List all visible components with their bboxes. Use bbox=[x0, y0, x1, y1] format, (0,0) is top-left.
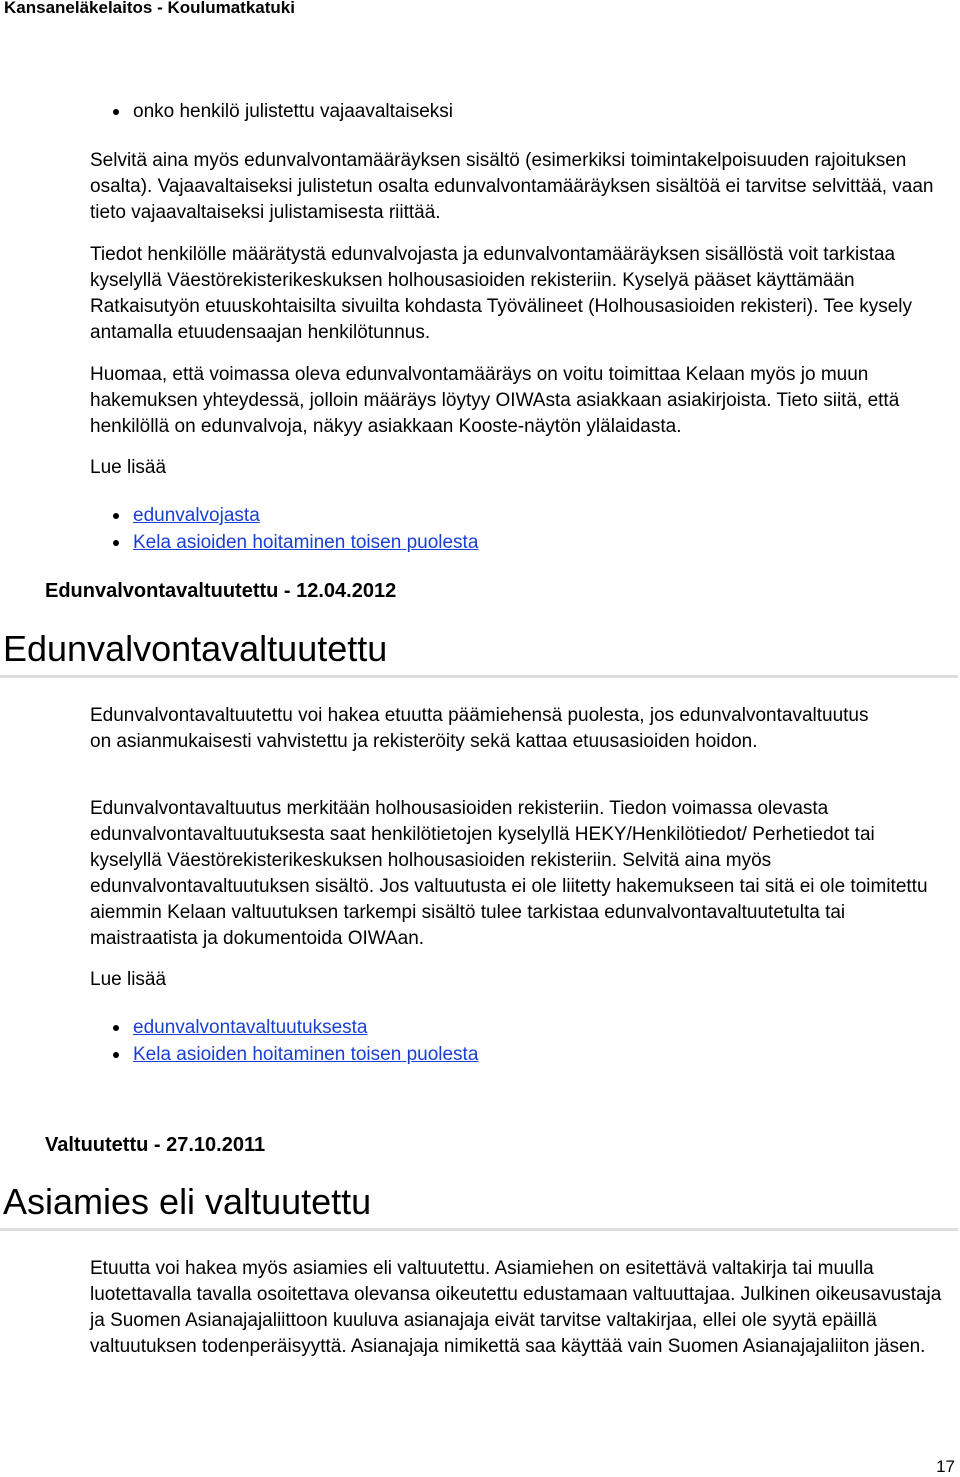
intro-paragraph-2: Tiedot henkilölle määrätystä edunvalvojasta ja edunvalvontamääräyksen sisällöstä voit tarkistaa kyselyllä Väestörekisterikeskuksen holhousasioiden rekisteriin. Kyselyä pääset käyttämään Ratkaisutyön etuuskohtaisilta sivuilta kohdasta Työvälineet (Holhousasioiden rekisteri). Tee kysely antamalla etuudensaajan henkilötunnus. bbox=[90, 244, 913, 343]
section-title-asiamies: Asiamies eli valtuutettu bbox=[3, 1181, 372, 1222]
list-item: onko henkilö julistettu vajaavaltaiseksi bbox=[90, 98, 950, 125]
intro-paragraph-1: Selvitä aina myös edunvalvontamääräyksen sisältö (esimerkiksi toimintakelpoisuuden rajoituksen osalta). Vajaavaltaiseksi julistetun osalta edunvalvontamääräyksen sisältöä ei tarvitse selvittää, vaan tieto vajaavaltaiseksi julistamisesta riittää. bbox=[90, 150, 934, 223]
link-edunvalvojasta[interactable]: edunvalvojasta bbox=[133, 505, 260, 526]
section-meta-edunvalvontavaltuutettu: Edunvalvontavaltuutettu - 12.04.2012 bbox=[45, 580, 397, 602]
section1-paragraph-2: Edunvalvontavaltuutus merkitään holhousasioiden rekisteriin. Tiedon voimassa olevasta edunvalvontavaltuutuksesta saat henkilötietojen kyselyllä HEKY/Henkilötiedot/ Perhetiedot tai kyselyllä Väestörekisterikeskuksen holhousasioiden rekisteriin. Selvitä aina myös edunvalvontavaltuutuksen sisältö. Jos valtuutusta ei ole liitetty hakemukseen tai sitä ei ole toimitettu aiemmin Kelaan valtuutuksen tarkempi sisältö tulee tarkistaa edunvalvontavaltuutetulta tai maistraatista ja dokumentoida OIWAan. bbox=[90, 798, 928, 949]
section-meta-valtuutettu: Valtuutettu - 27.10.2011 bbox=[45, 1134, 266, 1156]
section-divider bbox=[0, 1228, 958, 1231]
list-item bbox=[90, 1014, 950, 1041]
intro-bullet-list bbox=[90, 98, 950, 125]
running-header: Kansaneläkelaitos - Koulumatkatuki bbox=[4, 0, 295, 17]
link-kela-asioiden-hoitaminen[interactable]: Kela asioiden hoitaminen toisen puolesta bbox=[133, 1044, 479, 1065]
link-edunvalvontavaltuutuksesta[interactable]: edunvalvontavaltuutuksesta bbox=[133, 1017, 368, 1038]
link-kela-asioiden-hoitaminen[interactable]: Kela asioiden hoitaminen toisen puolesta bbox=[133, 532, 479, 553]
intro-links-list bbox=[90, 502, 950, 556]
section-title-edunvalvontavaltuutettu: Edunvalvontavaltuutettu bbox=[3, 628, 388, 669]
section1-links-list bbox=[90, 1014, 950, 1068]
list-item bbox=[90, 1041, 950, 1068]
section-divider bbox=[0, 675, 958, 678]
read-more-label: Lue lisää bbox=[90, 457, 167, 478]
list-item bbox=[90, 502, 950, 529]
read-more-label: Lue lisää bbox=[90, 969, 167, 990]
intro-paragraph-3: Huomaa, että voimassa oleva edunvalvontamääräys on voitu toimittaa Kelaan myös jo muun hakemuksen yhteydessä, jolloin määräys löytyy OIWAsta asiakkaan asiakirjoista. Tieto siitä, että henkilöllä on edunvalvoja, näkyy asiakkaan Kooste-näytön ylälaidasta. bbox=[90, 364, 900, 437]
page-number: 17 bbox=[936, 1457, 955, 1476]
list-item bbox=[90, 529, 950, 556]
section2-paragraph-1: Etuutta voi hakea myös asiamies eli valtuutettu. Asiamiehen on esitettävä valtakirja tai muulla luotettavalla tavalla osoitettava olevansa oikeutettu edustamaan valtuuttajaa. Julkinen oikeusavustaja ja Suomen Asianajajaliittoon kuuluva asianajaja eivät tarvitse valtakirjaa, ellei ole syytä epäillä valtuutuksen todenperäisyyttä. Asianajaja nimikettä saa käyttää vain Suomen Asianajajaliiton jäsen. bbox=[90, 1258, 942, 1357]
section1-paragraph-1: Edunvalvontavaltuutettu voi hakea etuutta päämiehensä puolesta, jos edunvalvontavaltuutus on asianmukaisesti vahvistettu ja rekisteröity sekä kattaa etuusasioiden hoidon. bbox=[90, 705, 869, 752]
